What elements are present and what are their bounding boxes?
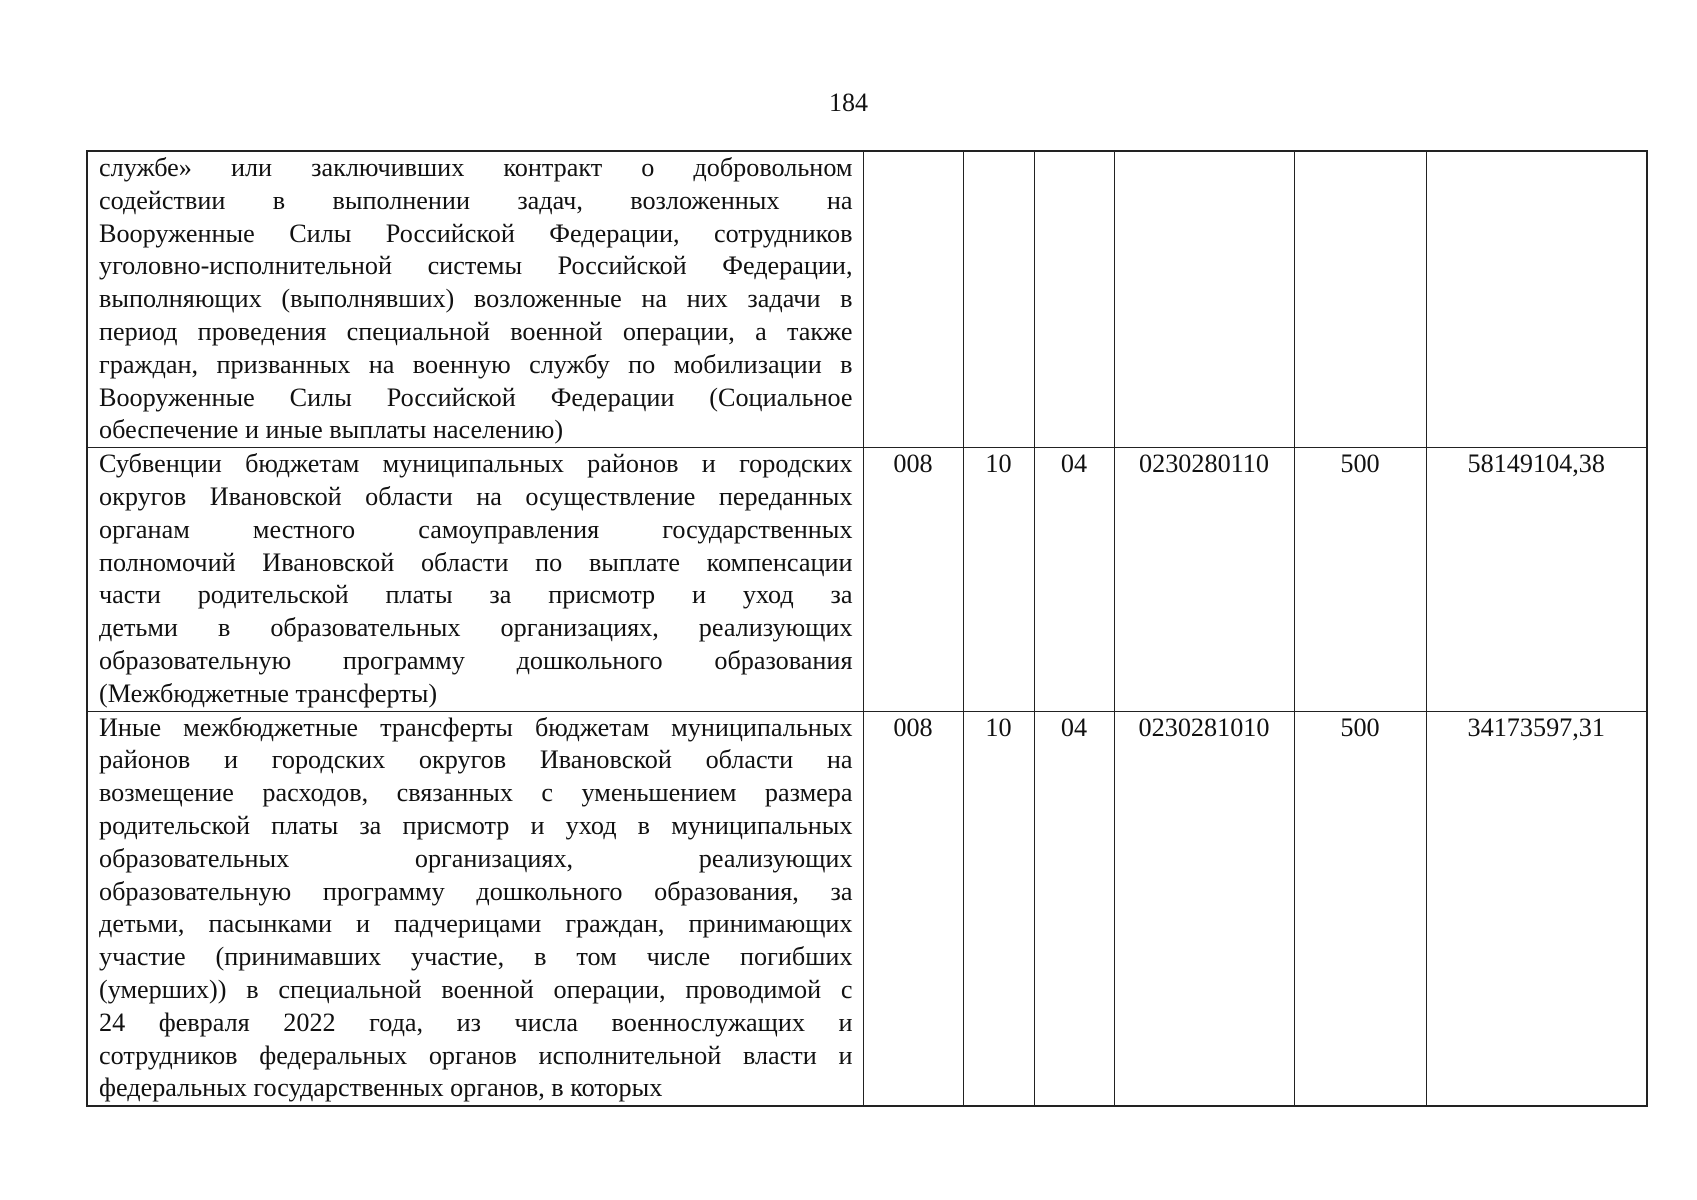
description-line: полномочий Ивановской области по выплате компенсации — [99, 547, 853, 577]
description-line: (Межбюджетные трансферты) — [99, 678, 438, 708]
description-line: родительской платы за присмотр и уход в муниципальных — [99, 810, 853, 840]
description-line: выполняющих (выполнявших) возложенные на них задачи в — [99, 284, 853, 314]
description-line: образовательную программу дошкольного образования — [99, 645, 853, 675]
description-line: период проведения специальной военной операции, а также — [99, 316, 853, 346]
description-line: обеспечение и иные выплаты населению) — [99, 415, 564, 445]
target-article-cell: 0230280110 — [1114, 448, 1294, 711]
amount-cell: 58149104,38 — [1426, 448, 1647, 711]
description-line: содействии в выполнении задач, возложенных на — [99, 185, 853, 215]
description-cell — [87, 448, 863, 711]
expense-type-cell — [1294, 151, 1426, 448]
description-line: уголовно-исполнительной системы Российской Федерации, — [99, 251, 853, 281]
section-code-cell: 10 — [963, 711, 1034, 1106]
description-line: образовательных организациях, реализующих — [99, 843, 853, 873]
description-line: округов Ивановской области на осуществление переданных — [99, 481, 853, 511]
description-line: службе» или заключивших контракт о добровольном — [99, 153, 853, 182]
description-line: возмещение расходов, связанных с уменьшением размера — [99, 778, 853, 808]
description-line: детьми, пасынками и падчерицами граждан, принимающих — [99, 909, 853, 939]
table-body — [87, 151, 1647, 1106]
description-line: участие (принимавших участие, в том числе погибших — [99, 942, 853, 972]
description-line: части родительской платы за присмотр и уход за — [99, 580, 853, 610]
section-code-cell: 10 — [963, 448, 1034, 711]
description-line: Вооруженные Силы Российской Федерации, сотрудников — [99, 218, 853, 248]
ministry-code-cell: 008 — [863, 448, 963, 711]
subsection-code-cell — [1034, 151, 1114, 448]
description-line: граждан, призванных на военную службу по мобилизации в — [99, 349, 853, 379]
description-cell — [87, 711, 863, 1106]
description-line: органам местного самоуправления государственных — [99, 514, 853, 544]
description-line: Субвенции бюджетам муниципальных районов и городских — [99, 449, 853, 479]
amount-cell — [1426, 151, 1647, 448]
ministry-code-cell: 008 — [863, 711, 963, 1106]
description-line: образовательную программу дошкольного образования, за — [99, 876, 853, 906]
budget-table — [86, 150, 1648, 1107]
description-line: районов и городских округов Ивановской области на — [99, 745, 853, 775]
section-code-cell — [963, 151, 1034, 448]
table-row — [87, 151, 1647, 448]
description-line: детьми в образовательных организациях, реализующих — [99, 613, 853, 643]
description-line: 24 февраля 2022 года, из числа военнослужащих и — [99, 1007, 853, 1037]
subsection-code-cell: 04 — [1034, 711, 1114, 1106]
description-line: Вооруженные Силы Российской Федерации (Социальное — [99, 382, 853, 412]
amount-cell: 34173597,31 — [1426, 711, 1647, 1106]
description-line: (умерших)) в специальной военной операции, проводимой с — [99, 974, 853, 1004]
ministry-code-cell — [863, 151, 963, 448]
description-cell — [87, 151, 863, 448]
expense-type-cell: 500 — [1294, 448, 1426, 711]
expense-type-cell: 500 — [1294, 711, 1426, 1106]
subsection-code-cell: 04 — [1034, 448, 1114, 711]
description-line: сотрудников федеральных органов исполнительной власти и — [99, 1040, 853, 1070]
target-article-cell — [1114, 151, 1294, 448]
table-row — [87, 448, 1647, 711]
table-row — [87, 711, 1647, 1106]
description-line: Иные межбюджетные трансферты бюджетам муниципальных — [99, 712, 853, 742]
description-line: федеральных государственных органов, в которых — [99, 1073, 663, 1103]
page-number: 184 — [829, 88, 868, 117]
target-article-cell: 0230281010 — [1114, 711, 1294, 1106]
